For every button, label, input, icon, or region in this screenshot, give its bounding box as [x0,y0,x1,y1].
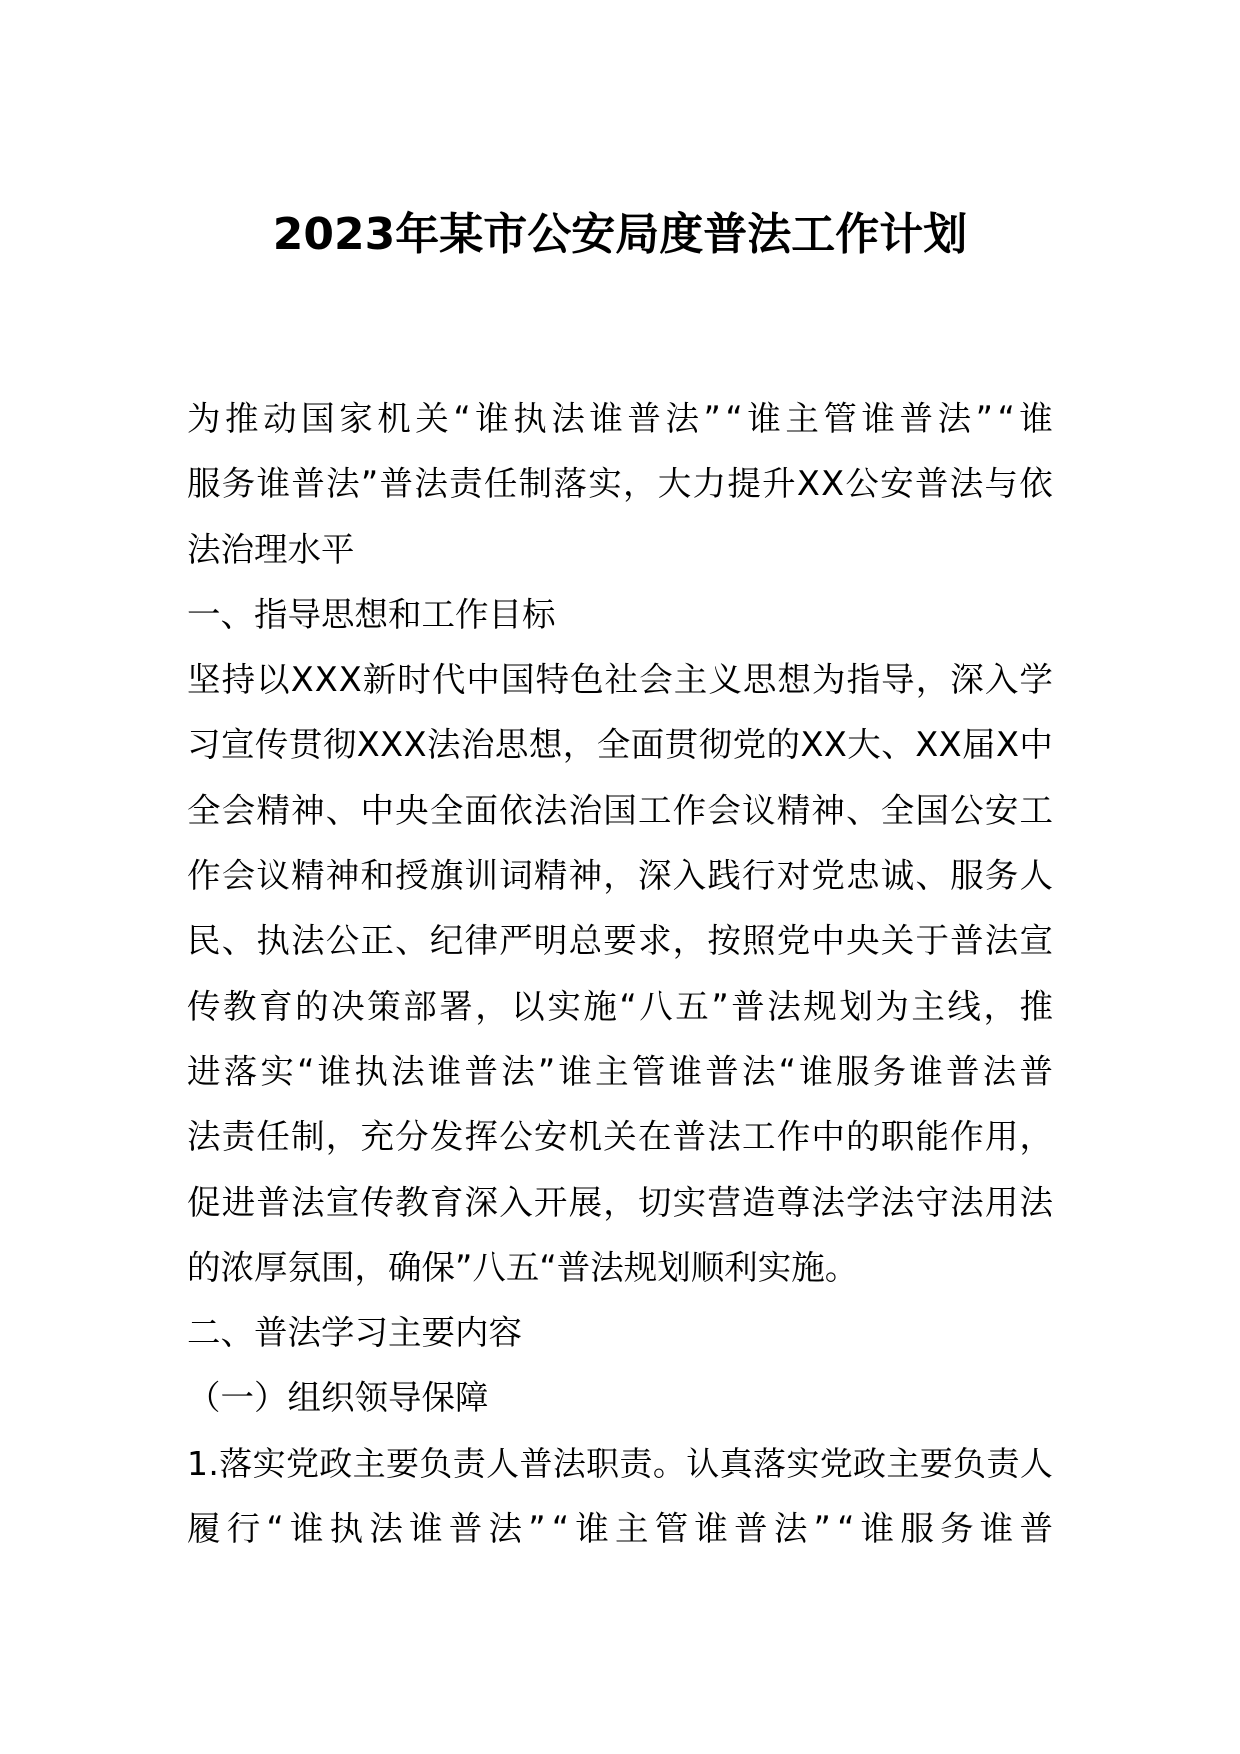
paragraph-line: 习 宣 传 贯 彻 X X X 法 治 思 想 ， 全 面 贯 彻 党 的 X X 大 、 X X 届 X 中 [187,725,1053,765]
paragraph-line: 法 责 任 制 ， 充 分 发 挥 公 安 机 关 在 普 法 工 作 中 的 职 能 作 用 ， [187,1117,1053,1157]
paragraph-line: 履 行 “ 谁 执 法 谁 普 法 ” “ 谁 主 管 谁 普 法 ” “ 谁 服 务 谁 普 [187,1509,1053,1549]
paragraph-line: 法治理水平 [187,529,355,569]
paragraph-line: 服 务 谁 普 法 ” 普 法 责 任 制 落 实 ， 大 力 提 升 X X 公 安 普 法 与 依 [187,464,1053,504]
paragraph-line: 的浓厚氛围，确保”八五“普法规划顺利实施。 [187,1247,859,1287]
subsection-heading: （一）组织领导保障 [187,1378,489,1418]
section-heading: 一、指导思想和工作目标 [187,594,556,634]
paragraph-line: 作 会 议 精 神 和 授 旗 训 词 精 神 ， 深 入 践 行 对 党 忠 诚 、 服 务 人 [187,856,1053,896]
section-heading: 二、普法学习主要内容 [187,1313,522,1353]
paragraph-line: 传 教 育 的 决 策 部 署 ， 以 实 施 “ 八 五 ” 普 法 规 划 为 主 线 ， 推 [187,986,1053,1026]
paragraph-line: 民 、 执 法 公 正 、 纪 律 严 明 总 要 求 ， 按 照 党 中 央 关 于 普 法 宣 [187,921,1053,961]
document-title: 2023年某市公安局度普法工作计划 [272,209,968,260]
paragraph-line: 促 进 普 法 宣 传 教 育 深 入 开 展 ， 切 实 营 造 尊 法 学 法 守 法 用 法 [187,1182,1053,1222]
paragraph-line: 坚 持 以 X X X 新 时 代 中 国 特 色 社 会 主 义 思 想 为 指 导 ， 深 入 学 [187,660,1053,700]
document-body [187,386,1053,1561]
paragraph-line: 为 推 动 国 家 机 关 “ 谁 执 法 谁 普 法 ” “ 谁 主 管 谁 普 法 ” “ 谁 [187,399,1053,438]
paragraph-line: 进 落 实 “ 谁 执 法 谁 普 法 ” 谁 主 管 谁 普 法 “ 谁 服 务 谁 普 法 普 [187,1051,1053,1091]
paragraph-line: 1 . 落 实 党 政 主 要 负 责 人 普 法 职 责 。 认 真 落 实 党 政 主 要 负 责 人 [187,1443,1053,1483]
paragraph-line: 全 会 精 神 、 中 央 全 面 依 法 治 国 工 作 会 议 精 神 、 全 国 公 安 工 [187,790,1053,830]
